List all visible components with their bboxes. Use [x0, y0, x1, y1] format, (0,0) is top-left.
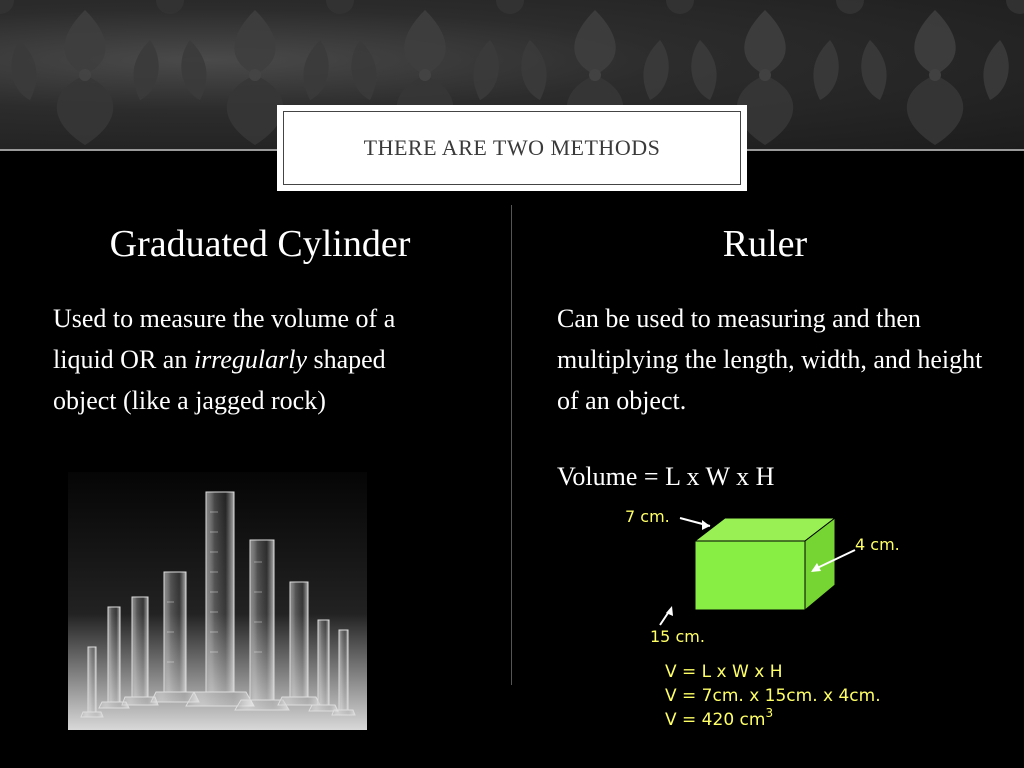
label-length: 7 cm.	[625, 507, 670, 526]
right-column-heading: Ruler	[722, 223, 808, 265]
formula-line-3-base: V = 420 cm	[665, 710, 766, 730]
formula-line-2: V = 7cm. x 15cm. x 4cm.	[665, 686, 881, 706]
left-text-emphasis: irregularly	[193, 345, 307, 374]
right-column-text: Can be used to measuring and then multiplying the length, width, and height of an object.	[557, 304, 983, 415]
title-frame	[283, 111, 741, 185]
left-column-text	[53, 298, 453, 421]
volume-formula: Volume = L x W x H	[557, 462, 775, 491]
slide-title: THERE ARE TWO METHODS	[363, 135, 661, 160]
left-text-part2: shaped object (like a jagged rock)	[53, 345, 386, 415]
box-volume-diagram	[610, 500, 930, 740]
label-height: 4 cm.	[855, 535, 900, 554]
graduated-cylinders-photo	[68, 472, 367, 730]
title-box	[277, 105, 747, 191]
green-box	[695, 518, 835, 610]
left-text-part1: Used to measure the volume of a liquid OR an	[53, 304, 396, 374]
formula-line-3	[665, 706, 773, 730]
formula-exponent: 3	[765, 706, 774, 720]
column-divider	[511, 205, 512, 685]
left-column-heading: Graduated Cylinder	[109, 223, 411, 265]
label-width: 15 cm.	[650, 627, 705, 646]
formula-line-1: V = L x W x H	[665, 662, 783, 682]
